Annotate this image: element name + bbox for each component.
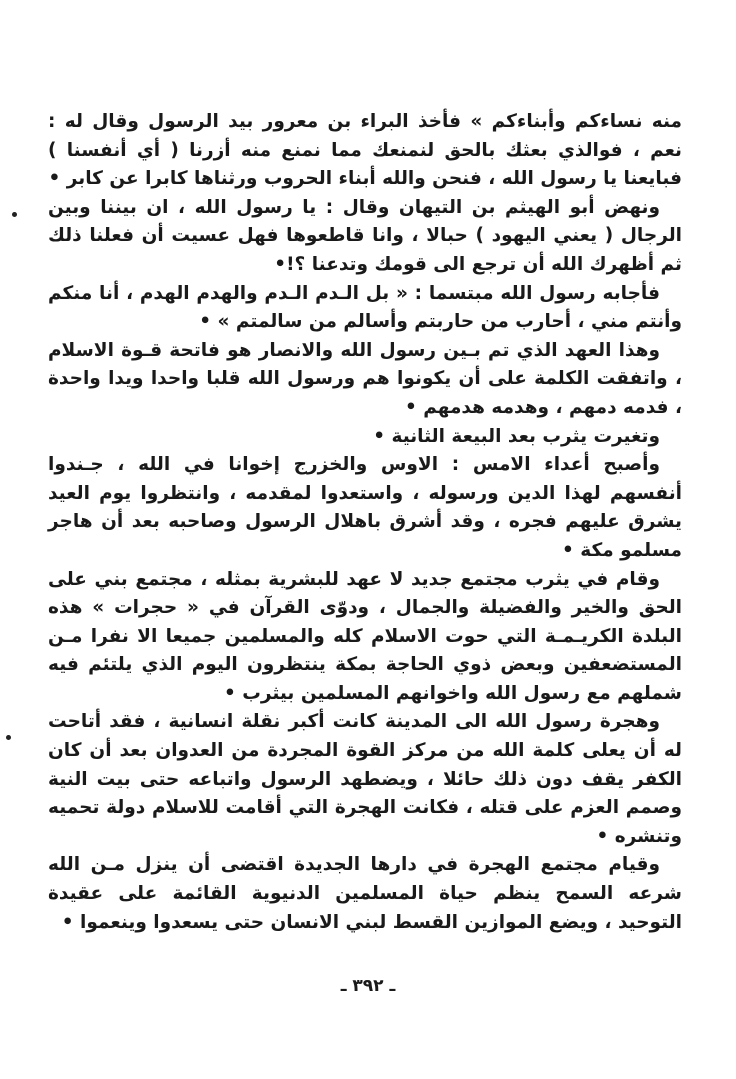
paragraph-9: وقيام مجتمع الهجرة في دارها الجديدة اقتضى أن ينزل مـن الله شرعه السمح ينظم حياة المسلمين الدنيوية القائمة على عقيدة التوحيد ، ويضع الموازين القسط لبني الانسان حتى يسعدوا وينعموا • — [48, 854, 682, 933]
paragraph-1: منه نساءكم وأبناءكم » فأخذ البراء بن معرور بيد الرسول وقال له : نعم ، فوالذي بعثك بالحق لنمنعك مما نمنع منه أزرنا ( أي أنفسنا ) فبايعنا يا رسول الله ، فنحن والله أبناء الحروب ورثناها كابرا عن كابر • — [48, 111, 682, 190]
page-body — [48, 108, 682, 937]
paragraph-3: فأجابه رسول الله مبتسما : « بل الـدم الـدم والهدم الهدم ، أنا منكم وأنتم مني ، أحارب من حاربتم وأسالم من سالمتم » • — [48, 282, 682, 333]
paragraph-8: وهجرة رسول الله الى المدينة كانت أكبر نقلة انسانية ، فقد أتاحت له أن يعلى كلمة الله من مركز القوة المجردة من العدوان بعد أن كان الكفر يقف دون ذلك حائلا ، ويضطهد الرسول واتباعه حتى بيت النية وصمم العزم على قتله ، فكانت الهجرة التي أقامت للاسلام دولة تحميه وتنشره • — [48, 711, 682, 847]
paragraph-5: وتغيرت يثرب بعد البيعة الثانية • — [373, 425, 660, 447]
paragraph-2: ونهض أبو الهيثم بن التيهان وقال : يا رسول الله ، ان بيننا وبين الرجال ( يعني اليهود ) حبالا ، وانا قاطعوها فهل عسيت أن فعلنا ذلك ثم أظهرك الله أن ترجع الى قومك وتدعنا ؟!• — [48, 196, 682, 275]
margin-speck — [12, 212, 17, 217]
page-number: ـ ٣٩٢ ـ — [340, 976, 396, 996]
margin-speck — [6, 735, 11, 740]
paragraph-4: وهذا العهد الذي تم بـين رسول الله والانصار هو فاتحة قـوة الاسلام ، واتفقت الكلمة على أن يكونوا هم ورسول الله قلبا واحدا ويدا واحدة ، فدمه دمهم ، وهدمه هدمهم • — [48, 339, 682, 418]
paragraph-7: وقام في يثرب مجتمع جديد لا عهد للبشرية بمثله ، مجتمع بني على الحق والخير والفضيلة والجمال ، ودوّى القرآن في « حجرات » هذه البلدة الكريـمـة التي حوت الاسلام كله والمسلمين جميعا الا نفرا مـن المستضعفين وبعض ذوي الحاجة بمكة ينتظرون اليوم الذي يلتئم فيه شملهم مع رسول الله واخوانهم المسلمين بيثرب • — [48, 568, 682, 704]
paragraph-6: وأصبح أعداء الامس : الاوس والخزرج إخوانا في الله ، جـندوا أنفسهم لهذا الدين ورسوله ، واستعدوا لمقدمه ، وانتظروا يوم العيد يشرق عليهم فجره ، وقد أشرق باهلال الرسول وصاحبه بعد أن هاجر مسلمو مكة • — [48, 454, 682, 561]
